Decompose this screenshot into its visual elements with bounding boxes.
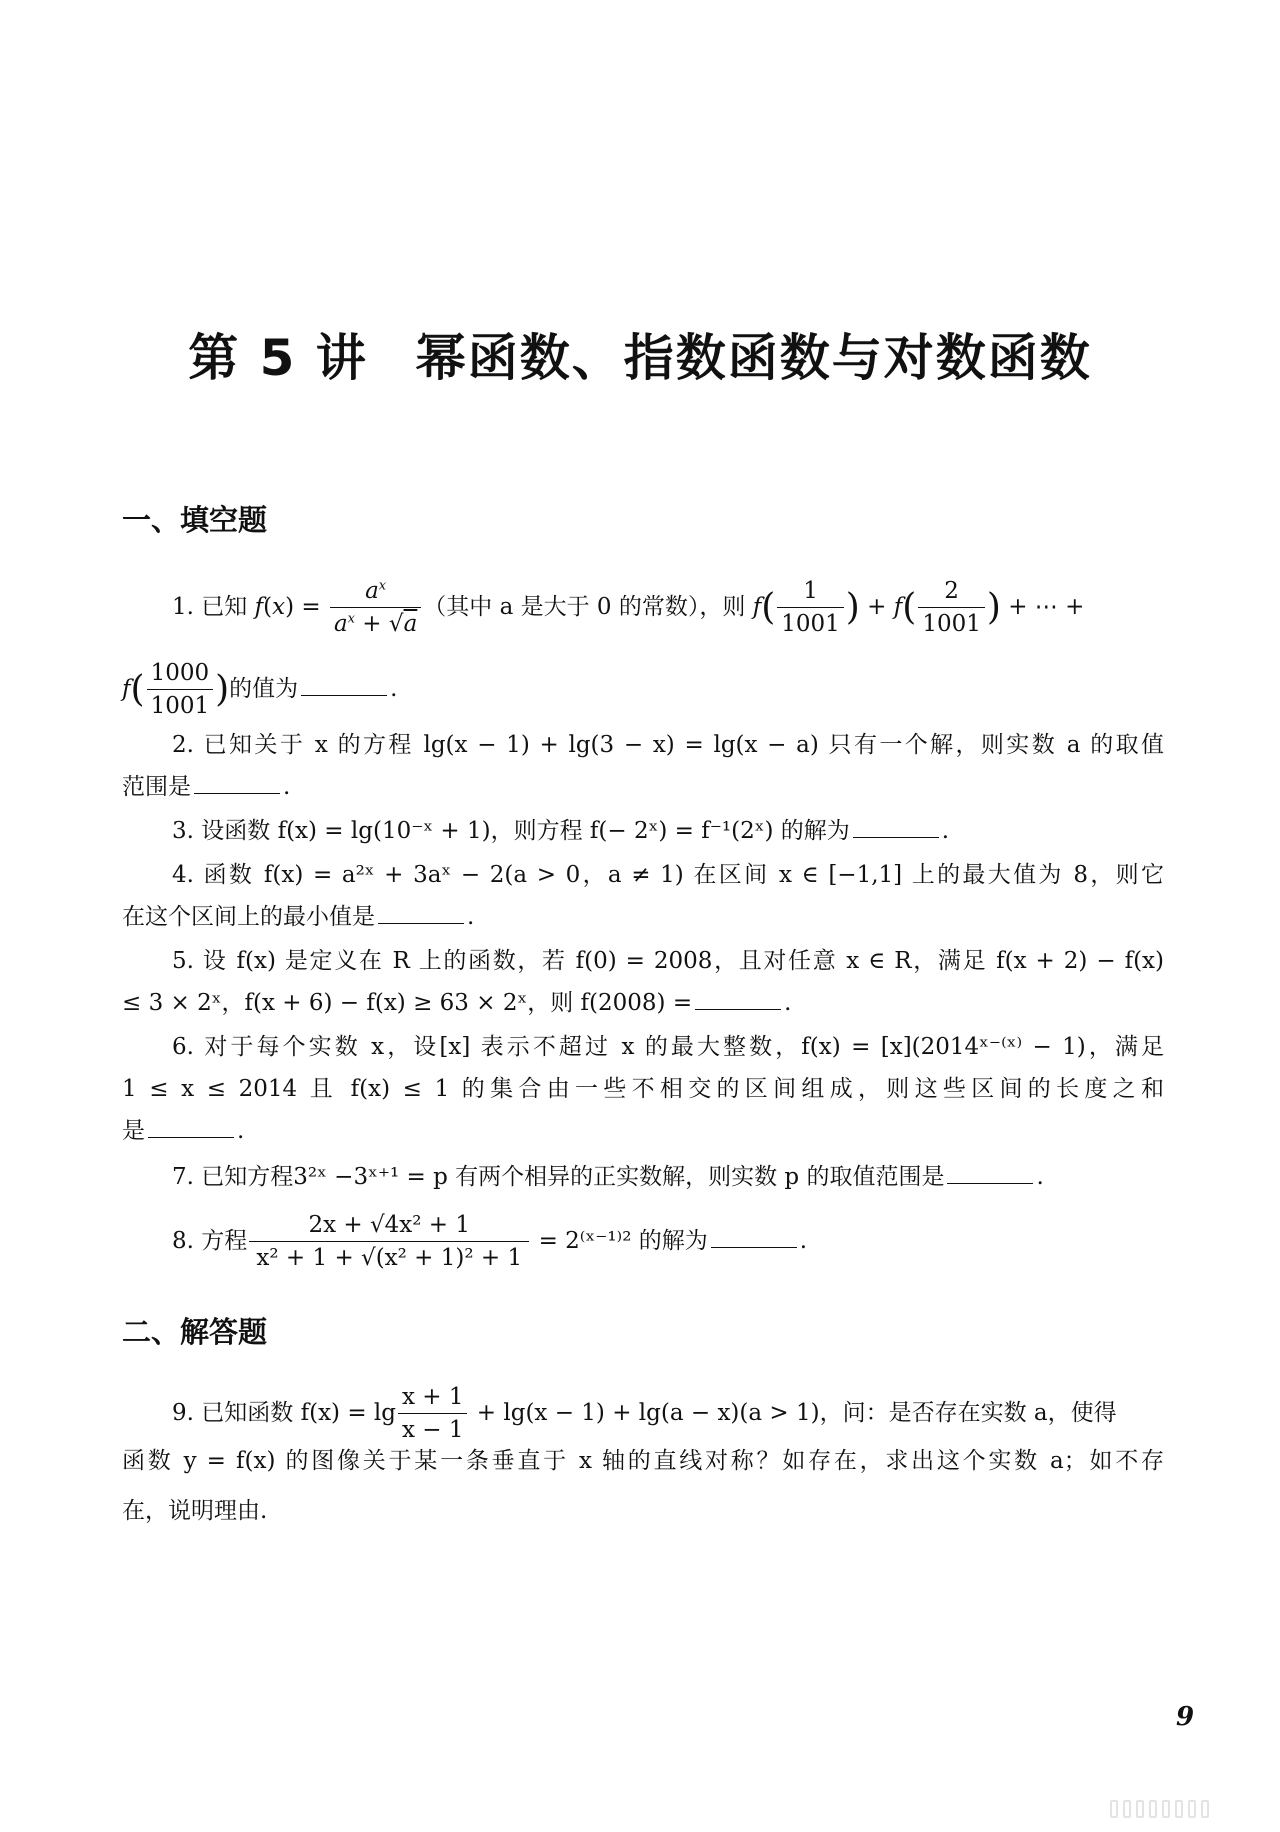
question-9-line3: 在，说明理由. <box>122 1498 268 1524</box>
question-8: 8. 方程 $\frac{\text{2x + √4x² + 1}}{\text{x² + 1 + √(x² + 1)² + 1}}$ = 2⁽ˣ⁻¹⁾² 的解为 . <box>172 1212 808 1272</box>
question-2-cont: 范围是 . <box>122 774 291 800</box>
question-2: 2. 已知关于 x 的方程 lg(x − 1) + lg(3 − x) = lg(x − a) 只有一个解，则实数 a 的取值 <box>172 732 1164 758</box>
question-4: 4. 函数 f(x) = a²ˣ + 3aˣ − 2(a > 0，a ≠ 1) 在区间 x ∈ [−1,1] 上的最大值为 8，则它 <box>172 862 1164 888</box>
q1-frac-num-1: 1 <box>777 578 844 608</box>
q1-frac-den-2: 1001 <box>922 611 981 638</box>
q9-number: 9. <box>172 1399 194 1426</box>
question-1: 1. 已知 f(x) = $\frac{a^x}{a^x + √a}$ （其中 a 是大于 0 的常数），则 f( $\frac{1}{1001}$ ) + f( $\frac{2}{1001}$ ) + ⋯ + <box>172 578 1085 638</box>
q9-lead: 已知函数 f(x) = lg <box>201 1399 396 1426</box>
answer-blank <box>378 923 464 924</box>
question-4-cont: 在这个区间上的最小值是 . <box>122 904 475 930</box>
q9-fraction <box>398 1384 468 1444</box>
question-9-line2: 函数 y = f(x) 的图像关于某一条垂直于 x 轴的直线对称？如存在，求出这个实数 a；如不存 <box>122 1448 1164 1474</box>
q8-rhs: = 2⁽ˣ⁻¹⁾² <box>538 1227 632 1254</box>
q9-frac-den: x − 1 <box>401 1417 464 1444</box>
watermark-logo <box>1110 1800 1260 1820</box>
q9-rest: + lg(x − 1) + lg(a − x)(a > 1)，问：是否存在实数 a，使得 <box>476 1399 1117 1426</box>
q1-condition: （其中 a 是大于 0 的常数），则 <box>423 593 746 620</box>
answer-blank <box>947 1183 1033 1184</box>
question-9 <box>172 1384 1117 1444</box>
lecture-number: 第 5 讲 <box>188 329 368 387</box>
answer-blank <box>853 837 939 838</box>
answer-blank <box>194 793 280 794</box>
q2-line2: 范围是 <box>122 774 191 800</box>
q1-frac-den-1: 1001 <box>781 611 840 638</box>
q8-fraction <box>249 1212 529 1272</box>
question-5-cont: ≤ 3 × 2ˣ，f(x + 6) − f(x) ≥ 63 × 2ˣ，则 f(2008) = . <box>122 990 792 1016</box>
q8-lead: 方程 <box>201 1227 248 1254</box>
q3-line1: 3. 设函数 f(x) = lg(10⁻ˣ + 1)，则方程 f(− 2ˣ) = f⁻¹(2ˣ) 的解为 <box>172 818 850 844</box>
question-6-cont: 是 . <box>122 1118 245 1144</box>
q8-denominator: x² + 1 + √(x² + 1)² + 1 <box>256 1245 523 1272</box>
question-6-line2: 1 ≤ x ≤ 2014 且 f(x) ≤ 1 的集合由一些不相交的区间组成，则这些区间的长度之和 <box>122 1076 1164 1102</box>
q1-fraction: $\frac{a^x}{a^x + √a}$ <box>330 578 421 638</box>
answer-blank <box>301 695 387 696</box>
section-heading-answer: 二、解答题 <box>122 1315 268 1349</box>
answer-blank <box>711 1247 797 1248</box>
q1-number: 1. <box>172 593 194 620</box>
q6-line3: 是 <box>122 1118 145 1144</box>
answer-blank <box>695 1009 781 1010</box>
lecture-title: 幂函数、指数函数与对数函数 <box>415 329 1092 387</box>
question-7: 7. 已知方程3²ˣ −3ˣ⁺¹ = p 有两个相异的正实数解，则实数 p 的取值范围是 . <box>172 1164 1044 1190</box>
question-3: 3. 设函数 f(x) = lg(10⁻ˣ + 1)，则方程 f(− 2ˣ) = f⁻¹(2ˣ) 的解为 . <box>172 818 950 844</box>
q1-frac-den-last: 1001 <box>150 693 210 720</box>
question-6: 6. 对于每个实数 x，设[x] 表示不超过 x 的最大整数，f(x) = [x](2014ˣ⁻⁽ˣ⁾ − 1)，满足 <box>172 1034 1164 1060</box>
q7-line1: 7. 已知方程3²ˣ −3ˣ⁺¹ = p 有两个相异的正实数解，则实数 p 的取值范围是 <box>172 1164 945 1190</box>
page-number: 9 <box>1176 1702 1195 1732</box>
q5-line2: ≤ 3 × 2ˣ，f(x + 6) − f(x) ≥ 63 × 2ˣ，则 f(2008) = <box>122 990 693 1016</box>
section-heading-fill-blank: 一、填空题 <box>122 503 268 537</box>
q1-lead: 已知 <box>201 593 248 620</box>
q8-number: 8. <box>172 1227 194 1254</box>
question-5: 5. 设 f(x) 是定义在 R 上的函数，若 f(0) = 2008，且对任意 x ∈ R，满足 f(x + 2) − f(x) <box>172 948 1164 974</box>
q1-tail: 的值为 <box>229 675 299 702</box>
q9-frac-num: x + 1 <box>398 1384 468 1414</box>
q1-frac-num-last: 1000 <box>147 660 214 690</box>
page-title <box>0 318 1280 390</box>
answer-blank <box>148 1137 234 1138</box>
q4-line2: 在这个区间上的最小值是 <box>122 904 375 930</box>
question-1-cont: f( $\frac{1000}{1001}$ )的值为 . <box>122 660 398 720</box>
q8-tail: 的解为 <box>638 1227 708 1254</box>
q1-frac-num-2: 2 <box>918 578 985 608</box>
q8-numerator: 2x + √4x² + 1 <box>249 1212 529 1242</box>
